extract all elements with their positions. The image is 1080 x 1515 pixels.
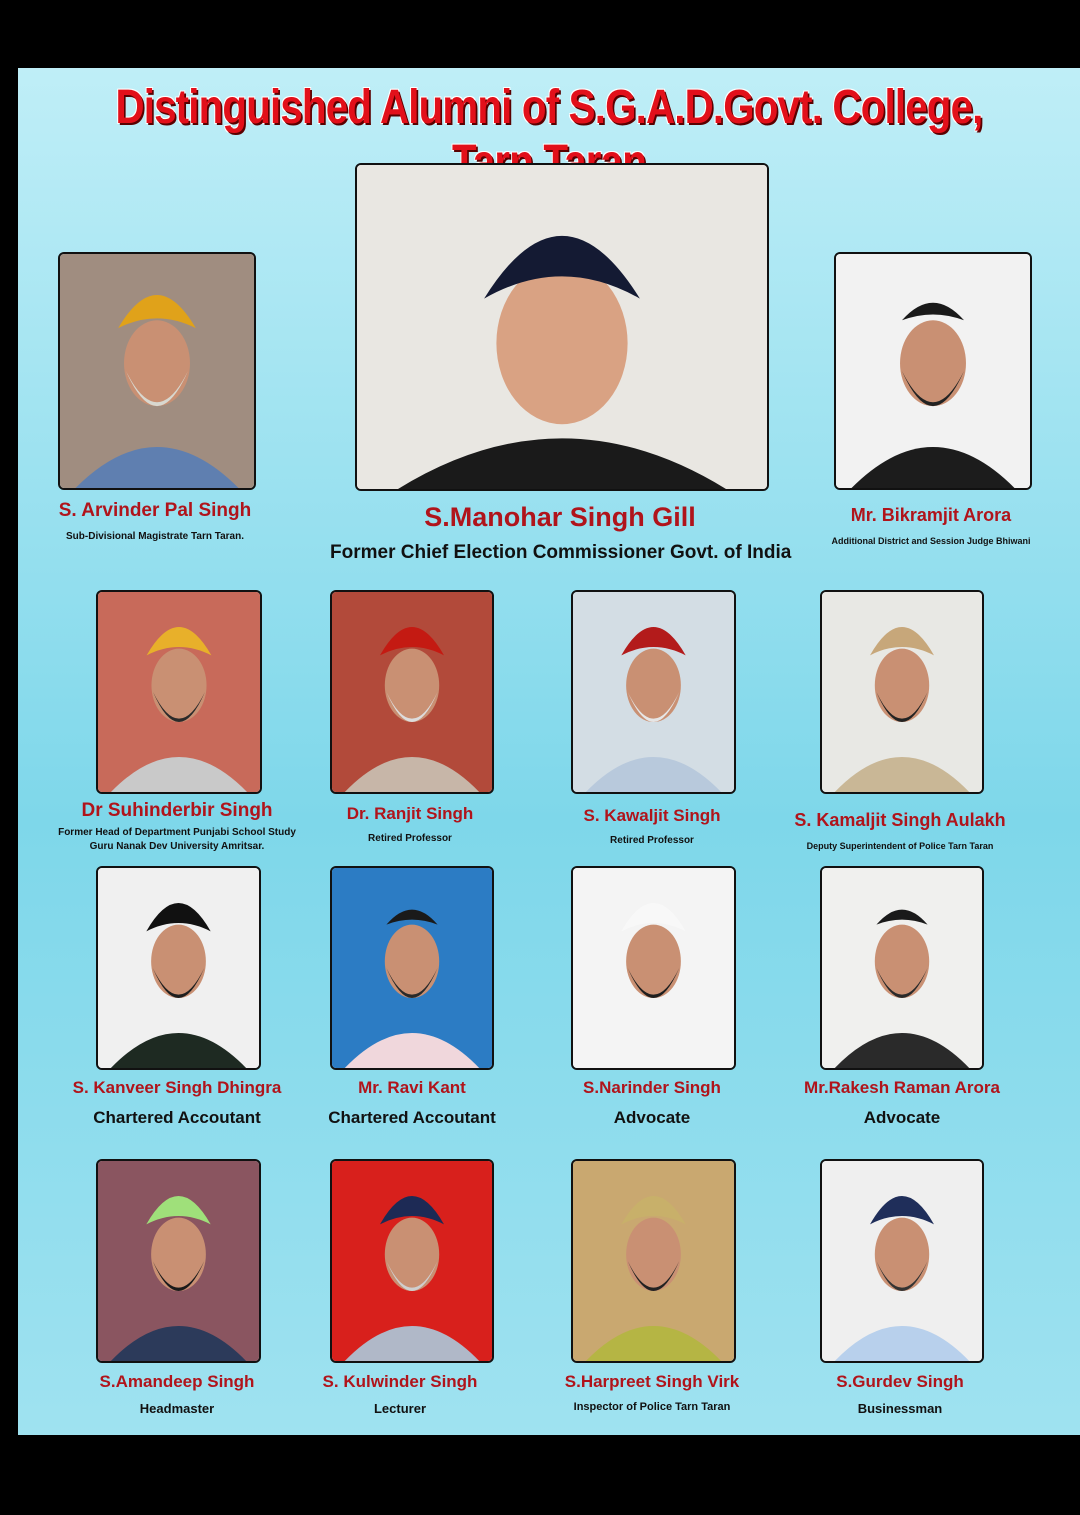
poster-title: Distinguished Alumni of S.G.A.D.Govt. College, (115, 81, 983, 134)
alumni-name: S. Kamaljit Singh Aulakh (794, 810, 1006, 830)
alumni-name: S.Narinder Singh (583, 1078, 721, 1097)
alumni-designation: Lecturer (373, 1401, 427, 1416)
alumni-name: S. Kanveer Singh Dhingra (72, 1078, 282, 1097)
alumni-name: S.Gurdev Singh (836, 1372, 964, 1391)
portrait-11 (96, 1159, 261, 1363)
alumni-designation: Inspector of Police Tarn Taran (573, 1401, 731, 1413)
portrait-8 (330, 866, 494, 1070)
alumni-name: Dr Suhinderbir Singh (81, 800, 273, 821)
alumni-designation: Sub-Divisional Magistrate Tarn Taran. (66, 531, 244, 542)
portrait-2 (834, 252, 1032, 490)
alumni-designation: Chartered Accoutant (328, 1108, 496, 1127)
alumni-name: S.Harpreet Singh Virk (564, 1372, 740, 1391)
alumni-name: Mr.Rakesh Raman Arora (804, 1078, 1000, 1097)
portrait-1 (58, 252, 256, 490)
portrait-7 (96, 866, 261, 1070)
alumni-designation: Retired Professor (368, 833, 452, 844)
portrait-6 (820, 590, 984, 794)
alumni-designation: Chartered Accoutant (93, 1108, 261, 1127)
portrait-featured (355, 163, 769, 491)
alumni-name: S. Kulwinder Singh (322, 1372, 478, 1391)
portrait-3 (96, 590, 262, 794)
alumni-name: Mr. Ravi Kant (358, 1078, 466, 1097)
featured-name: S.Manohar Singh Gill (424, 502, 696, 532)
alumni-name: S.Amandeep Singh (99, 1372, 255, 1391)
portrait-12 (330, 1159, 494, 1363)
portrait-5 (571, 590, 736, 794)
portrait-13 (571, 1159, 736, 1363)
portrait-14 (820, 1159, 984, 1363)
alumni-designation: Deputy Superintendent of Police Tarn Taran (806, 841, 994, 851)
portrait-9 (571, 866, 736, 1070)
alumni-designation: Additional District and Session Judge Bhiwani (831, 536, 1031, 546)
featured-designation: Former Chief Election Commissioner Govt. of India (330, 542, 792, 563)
portrait-10 (820, 866, 984, 1070)
alumni-designation: Former Head of Department Punjabi School Study (58, 827, 296, 838)
alumni-designation: Advocate (863, 1108, 941, 1127)
alumni-designation: Businessman (857, 1401, 943, 1416)
alumni-designation: Retired Professor (610, 835, 694, 846)
alumni-designation: Headmaster (139, 1401, 215, 1416)
alumni-name: S. Arvinder Pal Singh (58, 500, 252, 521)
alumni-name: Mr. Bikramjit Arora (850, 505, 1012, 525)
alumni-name: Dr. Ranjit Singh (346, 804, 474, 823)
alumni-designation: Advocate (613, 1108, 691, 1127)
alumni-designation-line2: Guru Nanak Dev University Amritsar. (89, 841, 265, 852)
alumni-name: S. Kawaljit Singh (583, 806, 721, 825)
portrait-4 (330, 590, 494, 794)
